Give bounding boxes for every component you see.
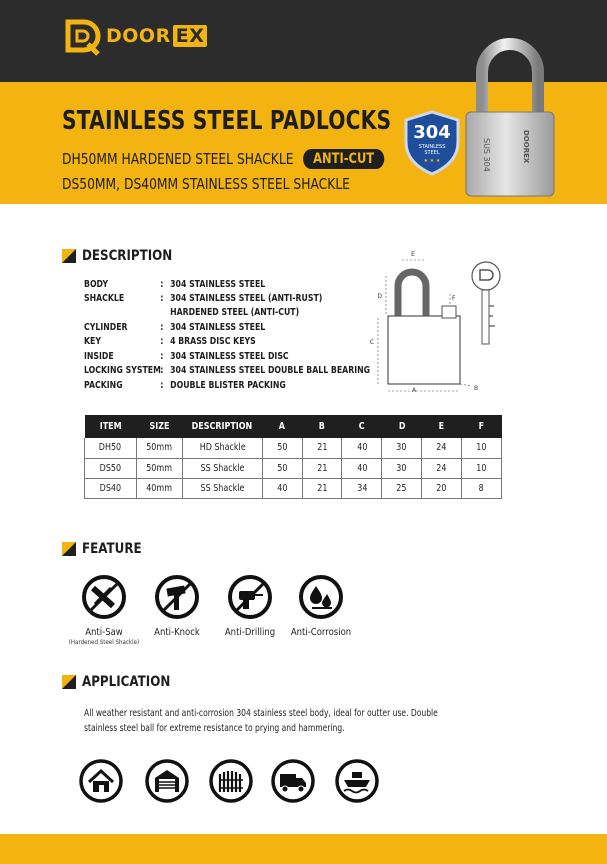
spec-sep: : bbox=[160, 336, 164, 347]
no-saw-icon bbox=[81, 574, 127, 620]
table-cell: 40 bbox=[262, 478, 302, 498]
page-title: STAINLESS STEEL PADLOCKS bbox=[62, 106, 392, 136]
table-row bbox=[85, 478, 502, 498]
table-cell: 50 bbox=[262, 458, 302, 478]
section-marker-icon bbox=[62, 675, 76, 689]
subtitle-line2: DS50MM, DS40MM STAINLESS STEEL SHACKLE bbox=[62, 175, 350, 193]
table-header-cell: A bbox=[262, 415, 302, 438]
table-cell: SS Shackle bbox=[182, 478, 262, 498]
spec-value: 304 STAINLESS STEEL (ANTI-RUST) bbox=[170, 293, 323, 304]
feature-heading-text: FEATURE bbox=[82, 541, 142, 557]
table-row bbox=[85, 458, 502, 478]
feature-note: (Hardened Steel Shackle) bbox=[68, 638, 140, 646]
table-cell: 24 bbox=[422, 458, 462, 478]
table-cell: 25 bbox=[382, 478, 422, 498]
spec-value: 304 STAINLESS STEEL bbox=[170, 322, 266, 333]
dim-label-e: E bbox=[411, 251, 415, 258]
table-header-cell: E bbox=[422, 415, 462, 438]
table-cell: 40 bbox=[342, 458, 382, 478]
feature-label: Anti-Drilling bbox=[224, 627, 276, 638]
table-cell: HD Shackle bbox=[182, 438, 262, 458]
logo-text-door: DOOR bbox=[106, 25, 171, 47]
table-cell: DS40 bbox=[85, 478, 137, 498]
spec-key: KEY bbox=[84, 336, 102, 347]
table-cell: 24 bbox=[422, 438, 462, 458]
logo-wordmark bbox=[106, 25, 207, 47]
table-header-cell: DESCRIPTION bbox=[182, 415, 262, 438]
spec-key: SHACKLE bbox=[84, 293, 125, 304]
logo-mark-icon bbox=[62, 16, 102, 56]
spec-sep: : bbox=[160, 322, 164, 333]
table-cell: 8 bbox=[462, 478, 502, 498]
description-heading bbox=[62, 248, 188, 264]
gate-icon bbox=[208, 758, 254, 804]
spec-sep: : bbox=[160, 279, 164, 290]
padlock-dimension-diagram bbox=[366, 246, 512, 394]
application-text-line1: All weather resistant and anti-corrosion 304 stainless steel body, ideal for outter use. Double bbox=[84, 708, 438, 719]
table-header-cell: F bbox=[462, 415, 502, 438]
dim-label-a: A bbox=[412, 387, 417, 394]
table-cell: 40 bbox=[342, 438, 382, 458]
table-cell: 21 bbox=[302, 438, 342, 458]
section-marker-icon bbox=[62, 542, 76, 556]
table-header-row bbox=[85, 415, 502, 438]
house-icon bbox=[78, 758, 124, 804]
table-header-cell: C bbox=[342, 415, 382, 438]
table-cell: 10 bbox=[462, 458, 502, 478]
key-drawing bbox=[472, 262, 500, 344]
table-cell: DS50 bbox=[85, 458, 137, 478]
section-marker-icon bbox=[62, 249, 76, 263]
spec-sep: : bbox=[160, 365, 164, 376]
table-cell: 50mm bbox=[136, 438, 182, 458]
spec-key: CYLINDER bbox=[84, 322, 128, 333]
application-description bbox=[84, 706, 504, 736]
brand-logo bbox=[62, 16, 207, 56]
table-header-cell: ITEM bbox=[85, 415, 137, 438]
application-heading-text: APPLICATION bbox=[82, 674, 171, 690]
dim-label-b: B bbox=[474, 385, 479, 392]
grade-number: 304 bbox=[413, 122, 451, 143]
description-heading-text: DESCRIPTION bbox=[82, 248, 173, 264]
spec-sep: : bbox=[160, 380, 164, 391]
dim-label-d: D bbox=[377, 293, 382, 300]
anti-cut-badge: ANTI-CUT bbox=[303, 149, 384, 169]
table-header-cell: SIZE bbox=[136, 415, 182, 438]
dim-label-f: F bbox=[452, 295, 456, 302]
subtitle-line1-text: DH50MM HARDENED STEEL SHACKLE bbox=[62, 150, 294, 168]
spec-key: LOCKING SYSTEM bbox=[84, 365, 161, 376]
table-row bbox=[85, 438, 502, 458]
spec-sep: : bbox=[160, 293, 164, 304]
table-header-cell: B bbox=[302, 415, 342, 438]
feature-heading bbox=[62, 541, 152, 557]
table-cell: 40mm bbox=[136, 478, 182, 498]
spec-key: INSIDE bbox=[84, 351, 114, 362]
table-cell: 20 bbox=[422, 478, 462, 498]
subtitle-line1 bbox=[62, 149, 384, 169]
ship-icon bbox=[334, 758, 380, 804]
spec-sep: : bbox=[160, 351, 164, 362]
spec-value: 304 STAINLESS STEEL DOUBLE BALL BEARING bbox=[170, 365, 371, 376]
logo-text-ex: EX bbox=[173, 25, 208, 47]
grade-line1: STAINLESS bbox=[418, 144, 446, 150]
table-cell: 50mm bbox=[136, 458, 182, 478]
no-hammer-icon bbox=[154, 574, 200, 620]
spec-value: DOUBLE BLISTER PACKING bbox=[170, 380, 286, 391]
spec-value: 4 BRASS DISC KEYS bbox=[170, 336, 256, 347]
padlock-product-photo bbox=[460, 38, 560, 200]
feature-label: Anti-Saw bbox=[85, 627, 123, 638]
table-cell: 21 bbox=[302, 478, 342, 498]
table-cell: 10 bbox=[462, 438, 502, 458]
water-drops-icon bbox=[298, 574, 344, 620]
table-cell: 30 bbox=[382, 458, 422, 478]
dim-label-c: C bbox=[369, 339, 374, 346]
spec-key: PACKING bbox=[84, 380, 123, 391]
table-cell: DH50 bbox=[85, 438, 137, 458]
no-drill-icon bbox=[227, 574, 273, 620]
table-cell: 50 bbox=[262, 438, 302, 458]
grade-line2: STEEL bbox=[424, 150, 440, 156]
spec-value: HARDENED STEEL (ANTI-CUT) bbox=[170, 307, 300, 318]
padlock-engraving-brand: DOOREX bbox=[522, 130, 530, 164]
feature-label: Anti-Corrosion bbox=[290, 627, 352, 638]
spec-value: 304 STAINLESS STEEL bbox=[170, 279, 266, 290]
table-cell: SS Shackle bbox=[182, 458, 262, 478]
grade-304-badge bbox=[403, 110, 461, 176]
feature-anti-corrosion bbox=[276, 574, 366, 638]
spec-key: BODY bbox=[84, 279, 109, 290]
footer-band bbox=[0, 834, 607, 864]
garage-icon bbox=[144, 758, 190, 804]
truck-icon bbox=[270, 758, 316, 804]
grade-stars: ★ ★ ★ bbox=[423, 158, 441, 164]
feature-label: Anti-Knock bbox=[154, 627, 200, 638]
spec-value: 304 STAINLESS STEEL DISC bbox=[170, 351, 289, 362]
table-header-cell: D bbox=[382, 415, 422, 438]
table-cell: 30 bbox=[382, 438, 422, 458]
table-cell: 34 bbox=[342, 478, 382, 498]
dimension-table bbox=[84, 415, 502, 499]
application-text-line2: stainless steel ball for extreme resistance to prying and hammering. bbox=[84, 723, 345, 734]
application-heading bbox=[62, 674, 186, 690]
table-cell: 21 bbox=[302, 458, 342, 478]
padlock-engraving-sus: SUS 304 bbox=[482, 138, 491, 172]
